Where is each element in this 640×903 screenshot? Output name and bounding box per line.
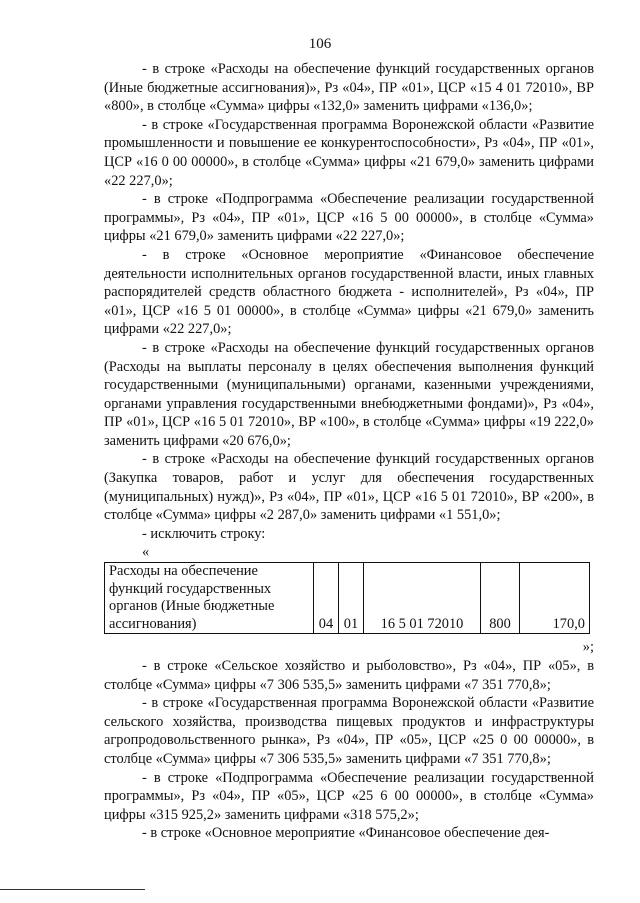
footer-divider: [0, 889, 145, 890]
paragraph: - в строке «Сельское хозяйство и рыболовство», Рз «04», ПР «05», в столбце «Сумма» цифры «7 306 535,5» заменить цифрами «7 351 770,8»;: [104, 658, 594, 693]
table-row: [105, 563, 590, 634]
paragraph: - в строке «Подпрограмма «Обеспечение реализации государственной программы», Рз «04», ПР «01», ЦСР «16 5 00 00000», в столбце «Сумма» цифры «21 679,0» заменить цифрами «22 227,0»;: [104, 191, 594, 245]
cell-name: Расходы на обеспечение функций государственных органов (Иные бюджетные ассигнования): [105, 563, 314, 634]
quote-close: »;: [582, 639, 594, 656]
quote-open: «: [142, 544, 150, 561]
cell-sum: 170,0: [520, 563, 590, 634]
cell-rz: 04: [314, 563, 339, 634]
paragraph: - в строке «Основное мероприятие «Финансовое обеспечение деятельности исполнительных органов государственной власти, иных главных распорядителей средств областного бюджета - исполнителей», Рз «04», ПР «01», ЦСР «16 5 01 00000», в столбце «Сумма» цифры «21 679,0» заменить цифрами «22 227,0»;: [104, 246, 594, 338]
paragraph: - в строке «Расходы на обеспечение функций государственных органов (Закупка товаров, работ и услуг для обеспечения государственных (муниципальных) нужд)», Рз «04», ПР «01», ЦСР «16 5 01 72010», ВР «200», в столбце «Сумма» цифры «2 287,0» заменить цифрами «1 551,0»;: [104, 451, 594, 524]
paragraph: - в строке «Государственная программа Воронежской области «Развитие сельского хозяйства, производства пищевых продуктов и инфраструктуры агропродовольственного рынка», Рз «04», ПР «05», ЦСР «25 0 00 00000», в столбце «Сумма» цифры «7 306 535,5» заменить цифрами «7 351 770,8»;: [104, 695, 594, 767]
paragraph: - в строке «Государственная программа Воронежской области «Развитие промышленности и повышение ее конкурентоспособности», Рз «04», ПР «01», ЦСР «16 0 00 00000», в столбце «Сумма» цифры «21 679,0» заменить цифрами «22 227,0»;: [104, 116, 594, 189]
paragraph: - в строке «Основное мероприятие «Финансовое обеспечение дея-: [142, 825, 550, 842]
paragraph: - исключить строку:: [142, 525, 266, 542]
document-body: [104, 60, 594, 843]
cell-vr: 800: [481, 563, 520, 634]
cell-csr: 16 5 01 72010: [364, 563, 481, 634]
paragraph: - в строке «Подпрограмма «Обеспечение реализации государственной программы», Рз «04», ПР «05», ЦСР «25 6 00 00000», в столбце «Сумма» цифры «315 925,2» заменить цифрами «318 575,2»;: [104, 769, 594, 823]
excluded-row-table: [104, 562, 590, 634]
paragraph: - в строке «Расходы на обеспечение функций государственных органов (Иные бюджетные ассигнования)», Рз «04», ПР «01», ЦСР «15 4 01 72010», ВР «800», в столбце «Сумма» цифры «132,0» заменить цифрами «136,0»;: [104, 61, 594, 115]
cell-pr: 01: [339, 563, 364, 634]
paragraph: - в строке «Расходы на обеспечение функций государственных органов (Расходы на выплаты персоналу в целях обеспечения выполнения функций государственными (муниципальными) органами, казенными учреждениями, органами управления государственными внебюджетными фондами)», Рз «04», ПР «01», ЦСР «16 5 01 72010», ВР «100», в столбце «Сумма» цифры «19 222,0» заменить цифрами «20 676,0»;: [104, 339, 594, 449]
page-number: 106: [308, 36, 332, 52]
